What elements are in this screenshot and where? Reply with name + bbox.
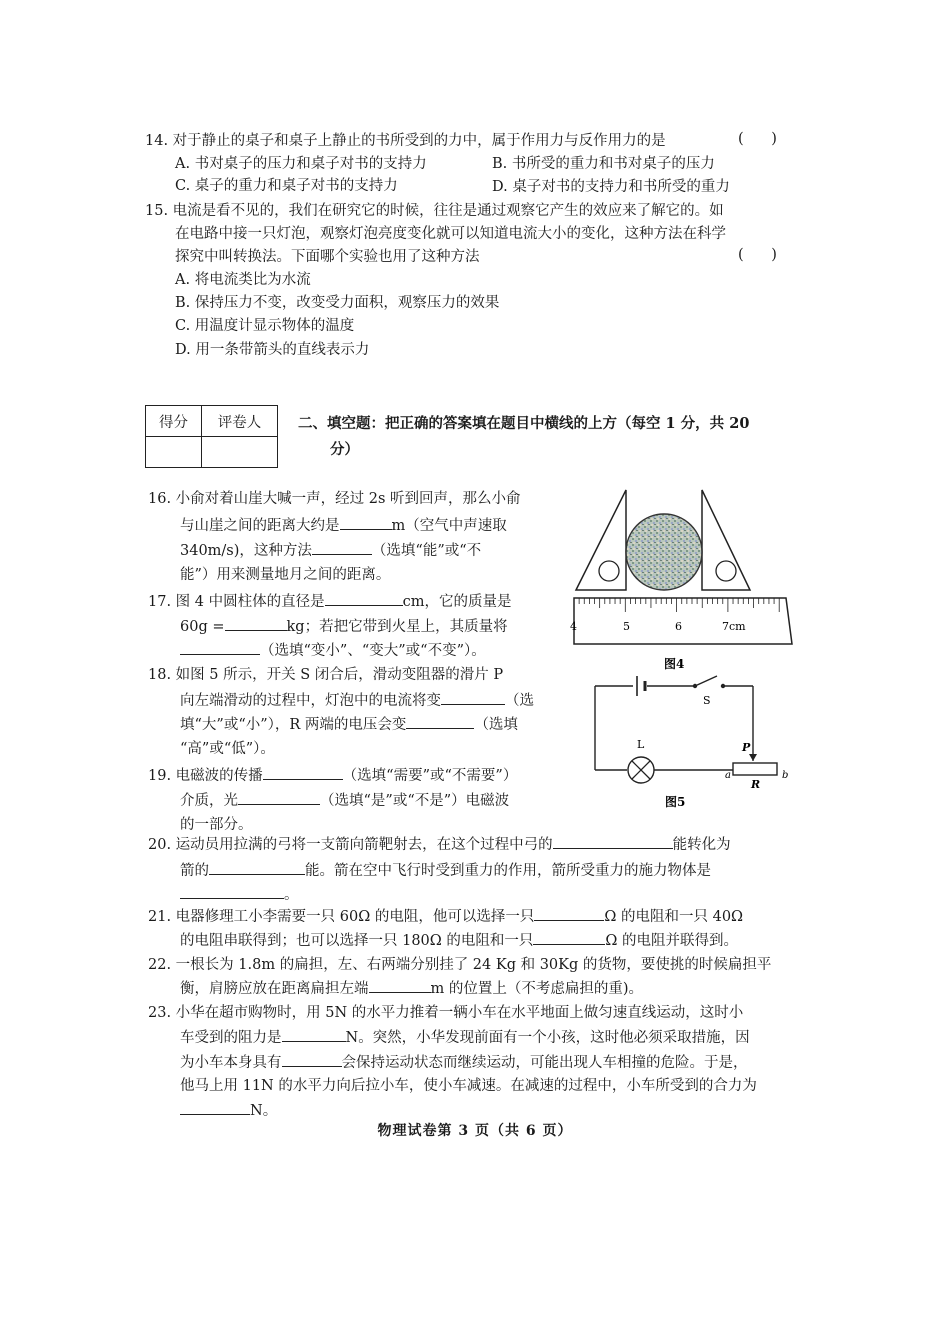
q16-line3 (180, 540, 481, 561)
q19-blank-light[interactable] (238, 790, 320, 805)
ruler-label-5: 5 (623, 620, 630, 633)
lamp-label: L (637, 738, 645, 751)
left-set-square-hole (599, 561, 619, 581)
q23-text: 会保持运动状态而继续运动，可能出现人车相撞的危险。于是， (341, 1055, 748, 1071)
q17-text: kg；若把它带到火星上，其质量将 (286, 619, 508, 635)
q18-line1: 18. 如图 5 所示，开关 S 闭合后，滑动变阻器的滑片 P (148, 667, 504, 683)
q16-blank-distance[interactable] (340, 515, 392, 530)
ruler-label-4: 4 (570, 620, 577, 633)
q14-stem: 14. 对于静止的桌子和桌子上静止的书所受到的力中，属于作用力与反作用力的是 (145, 133, 666, 149)
q15-option-c: C. 用温度计显示物体的温度 (175, 318, 355, 334)
figure-5-caption: 图5 (665, 795, 686, 809)
q23-line4: 他马上用 11N 的水平力向后拉小车，使小车减速。在减速的过程中，小车所受到的合力为 (180, 1078, 757, 1094)
q22-text: 衡，肩膀应放在距离扁担左端 (180, 981, 369, 997)
q18-text: 填“大”或“小”），R 两端的电压会变 (180, 717, 407, 733)
ruler-label-6: 6 (675, 620, 682, 633)
q17-text: 17. 图 4 中圆柱体的直径是 (148, 594, 325, 610)
q21-line2 (180, 930, 738, 951)
q19-text: 19. 电磁波的传播 (148, 768, 263, 784)
q21-text: 的电阻串联得到；也可以选择一只 180Ω 的电阻和一只 (180, 933, 534, 949)
q23-text: 车受到的阻力是 (180, 1030, 282, 1046)
q19-blank-medium[interactable] (263, 765, 343, 780)
rheostat-end-a: a (725, 770, 731, 781)
q21-blank-series[interactable] (534, 906, 604, 921)
q23-text: N。突然，小华发现前面有一个小孩，这时他必须采取措施，因 (345, 1030, 750, 1046)
q17-blank-diameter[interactable] (325, 591, 403, 606)
q19-text: （选填“需要”或“不需要”） (342, 768, 518, 784)
q15-option-d: D. 用一条带箭头的直线表示力 (175, 342, 370, 358)
q18-line4: “高”或“低”）。 (180, 741, 275, 757)
right-set-square-hole (716, 561, 736, 581)
rheostat-end-b: b (782, 770, 789, 781)
q14-option-a: A. 书对桌子的压力和桌子对书的支持力 (175, 156, 427, 172)
q16-text: m（空气中声速取 (391, 518, 507, 534)
slider-arrow (749, 754, 757, 761)
q22-line1: 22. 一根长为 1.8m 的扁担，左、右两端分别挂了 24 Kg 和 30Kg 的货物，要使挑的时候扁担平 (148, 957, 772, 973)
q20-text: 能。箭在空中飞行时受到重力的作用，箭所受重力的施力物体是 (305, 863, 711, 879)
q23-text: N。 (250, 1103, 278, 1119)
q16-text: 与山崖之间的距离大约是 (180, 518, 340, 534)
grader-cell[interactable] (202, 437, 278, 468)
slider-label: P (742, 741, 751, 754)
q16-text: （选填“能”或“不 (371, 543, 482, 559)
figure-4-caption: 图4 (664, 657, 685, 671)
switch-contact (721, 684, 725, 688)
q21-text: 21. 电器修理工小李需要一只 60Ω 的电阻，他可以选择一只 (148, 909, 535, 925)
q16-line1: 16. 小俞对着山崖大喊一声，经过 2s 听到回声，那么小俞 (148, 491, 521, 507)
section2-heading: 二、填空题：把正确的答案填在题目中横线的上方（每空 1 分，共 20 (298, 415, 750, 432)
q15-option-b: B. 保持压力不变，改变受力面积，观察压力的效果 (175, 295, 500, 311)
q21-text: Ω 的电阻并联得到。 (605, 933, 739, 949)
q17-text: 60g = (180, 619, 225, 635)
rheostat-label: R (751, 778, 761, 791)
q15-line3: 探究中叫转换法。下面哪个实验也用了这种方法 (175, 249, 480, 265)
q15-line2: 在电路中接一只灯泡，观察灯泡亮度变化就可以知道电流大小的变化，这种方法在科学 (175, 226, 726, 242)
q23-line3 (180, 1052, 748, 1073)
q22-blank-position[interactable] (369, 978, 431, 993)
q16-line2 (180, 515, 507, 536)
cylinder (626, 514, 702, 590)
q23-line2 (180, 1027, 750, 1048)
q14-answer-paren: ( ) (738, 131, 777, 147)
q19-text: （选填“是”或“不是”）电磁波 (320, 793, 510, 809)
q19-line2 (180, 790, 509, 811)
q23-line1: 23. 小华在超市购物时，用 5N 的水平力推着一辆小车在水平地面上做匀速直线运动，这时小 (148, 1005, 744, 1021)
q16-blank-method[interactable] (312, 540, 372, 555)
q23-blank-inertia[interactable] (282, 1052, 342, 1067)
page-footer: 物理试卷第 3 页（共 6 页） (377, 1123, 573, 1139)
q16-line4: 能”）用来测量地月之间的距离。 (180, 567, 391, 583)
switch-lever (695, 676, 717, 686)
q22-line2 (180, 978, 643, 999)
q20-blank-energy-bow[interactable] (553, 834, 673, 849)
ruler-label-7cm: 7cm (722, 620, 746, 633)
q17-line3 (180, 640, 486, 661)
section2-heading-cont: 分） (330, 441, 359, 458)
q23-text: 为小车本身具有 (180, 1055, 282, 1071)
q22-text: m 的位置上（不考虑扁担的重)。 (430, 981, 644, 997)
q20-text: 能转化为 (672, 837, 731, 853)
q18-text: 向左端滑动的过程中，灯泡中的电流将变 (180, 693, 441, 709)
q17-text: （选填“变小”、“变大”或“不变”）。 (260, 643, 486, 659)
rheostat (733, 763, 777, 775)
figure-5-circuit-diagram (585, 666, 805, 811)
q23-blank-net-force[interactable] (180, 1100, 250, 1115)
q20-line3 (180, 884, 299, 905)
q21-line1 (148, 906, 743, 927)
q18-text: （选 (505, 693, 534, 709)
q18-text: （选填 (474, 717, 518, 733)
q23-blank-friction[interactable] (282, 1027, 346, 1042)
q20-text: 箭的 (180, 863, 209, 879)
q16-text: 340m/s)，这种方法 (180, 543, 312, 559)
score-header: 得分 (146, 406, 202, 437)
ruler-ticks (574, 598, 779, 612)
q14-option-c: C. 桌子的重力和桌子对书的支持力 (175, 178, 398, 194)
q17-text: cm，它的质量是 (402, 594, 512, 610)
q20-line2 (180, 860, 711, 881)
q19-text: 介质，光 (180, 793, 238, 809)
q23-line5 (180, 1100, 277, 1121)
q20-blank-energy-arrow[interactable] (209, 860, 305, 875)
q20-blank-force-object[interactable] (180, 884, 284, 899)
grader-header: 评卷人 (202, 406, 278, 437)
q17-blank-mass[interactable] (225, 616, 287, 631)
q20-text: 20. 运动员用拉满的弓将一支箭向箭靶射去，在这个过程中弓的 (148, 837, 553, 853)
q14-option-d: D. 桌子对书的支持力和书所受的重力 (492, 179, 730, 195)
score-table (145, 405, 278, 468)
q20-line1 (148, 834, 731, 855)
q20-text: 。 (284, 887, 299, 903)
q15-line1: 15. 电流是看不见的，我们在研究它的时候，往往是通过观察它产生的效应来了解它的。如 (145, 203, 724, 219)
figure-4-ruler-diagram (560, 484, 800, 674)
q18-line3 (180, 714, 518, 735)
q18-blank-voltage[interactable] (406, 714, 474, 729)
q15-answer-paren: ( ) (738, 247, 777, 263)
q14-option-b: B. 书所受的重力和书对桌子的压力 (492, 156, 715, 172)
q19-line3: 的一部分。 (180, 817, 253, 833)
q15-option-a: A. 将电流类比为水流 (175, 272, 311, 288)
q19-line1 (148, 765, 517, 786)
q21-text: Ω 的电阻和一只 40Ω (604, 909, 744, 925)
right-set-square (702, 490, 750, 590)
q18-blank-current[interactable] (441, 690, 505, 705)
q18-line2 (180, 690, 534, 711)
q17-blank-change[interactable] (180, 640, 260, 655)
ruler (574, 598, 792, 644)
score-cell[interactable] (146, 437, 202, 468)
q17-line2 (180, 616, 508, 637)
q21-blank-parallel[interactable] (533, 930, 605, 945)
q17-line1 (148, 591, 512, 612)
switch-label: S (703, 694, 711, 707)
